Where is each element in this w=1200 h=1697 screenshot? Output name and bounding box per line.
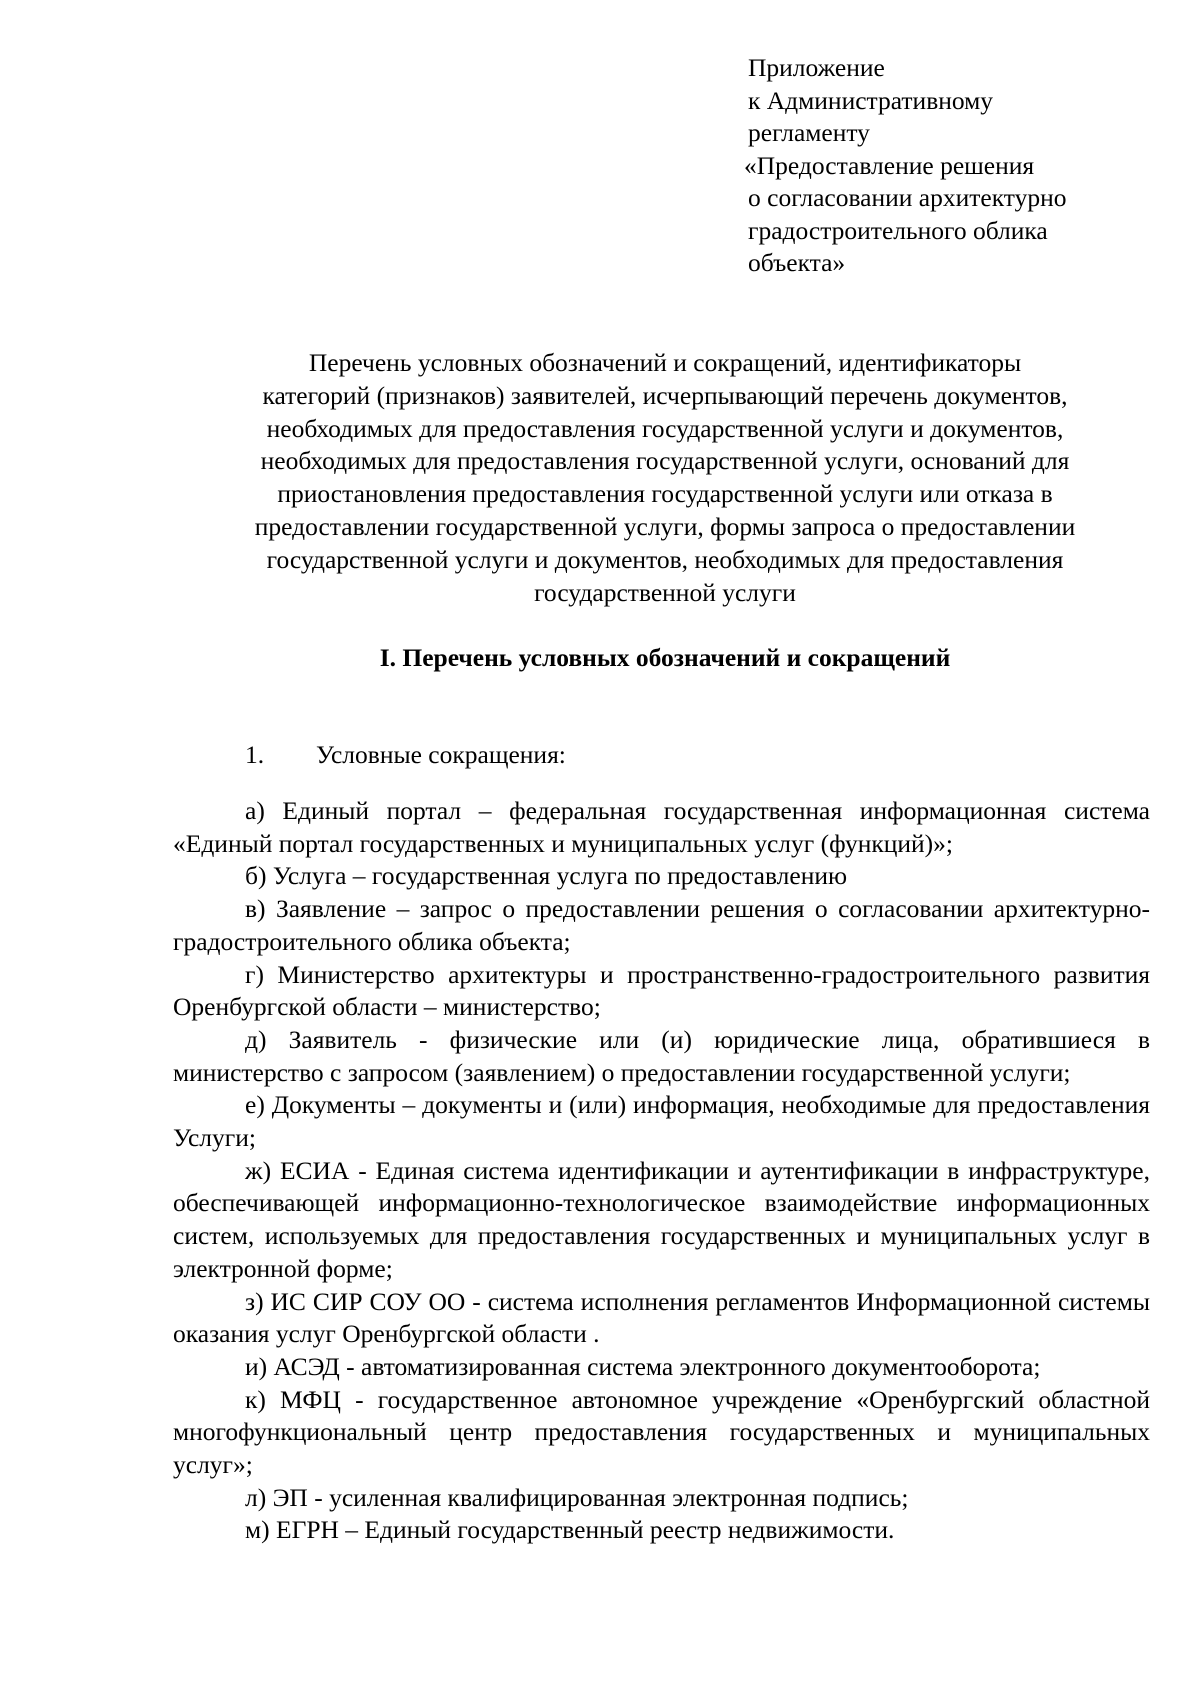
- abbreviation-list: [173, 795, 1150, 1547]
- appendix-header: [744, 52, 1168, 280]
- list-item: в) Заявление – запрос о предоставлении решения о согласовании архитектурно-градостроительного облика объекта;: [173, 894, 1150, 956]
- appendix-line: объекта»: [748, 248, 846, 277]
- list-item: и) АСЭД - автоматизированная система электронного документооборота;: [245, 1351, 1041, 1381]
- list-item: б) Услуга – государственная услуга по предоставлению: [245, 861, 848, 891]
- appendix-line: Приложение: [748, 53, 885, 82]
- title-line: государственной услуги: [534, 577, 796, 607]
- title-line: необходимых для предоставления государственной услуги и документов,: [266, 413, 1064, 443]
- list-item: а) Единый портал – федеральная государственная информационная система «Единый портал государственных и муниципальных услуг (функций)»;: [173, 796, 1150, 858]
- document-title: [200, 347, 1130, 609]
- appendix-line: градостроительного облика: [748, 215, 1048, 245]
- section-heading: I. Перечень условных обозначений и сокращений: [379, 643, 951, 672]
- appendix-line: о согласовании архитектурно: [748, 183, 1067, 212]
- list-item: д) Заявитель - физические или (и) юридические лица, обратившиеся в министерство с запросом (заявлением) о предоставлении государственной услуги;: [173, 1024, 1150, 1087]
- list-label: Условные сокращения:: [316, 740, 566, 769]
- appendix-line: регламенту: [748, 118, 870, 147]
- title-line: необходимых для предоставления государственной услуги, оснований для: [260, 446, 1070, 476]
- appendix-line: к Административному: [748, 85, 994, 115]
- list-number: 1.: [245, 740, 265, 769]
- appendix-line: «Предоставление решения: [744, 150, 1035, 180]
- title-line: категорий (признаков) заявителей, исчерпывающий перечень документов,: [262, 380, 1068, 410]
- title-line: Перечень условных обозначений и сокращений, идентификаторы: [308, 348, 1022, 377]
- list-item: е) Документы – документы и (или) информация, необходимые для предоставления Услуги;: [173, 1090, 1150, 1153]
- list-item: з) ИС СИР СОУ ОО - система исполнения регламентов Информационной системы оказания услуг Оренбургской области .: [173, 1286, 1150, 1349]
- list-item: г) Министерство архитектуры и пространственно-градостроительного развития Оренбургской области – министерство;: [173, 959, 1150, 1022]
- title-line: предоставлении государственной услуги, формы запроса о предоставлении: [254, 511, 1076, 541]
- list-item: к) МФЦ - государственное автономное учреждение «Оренбургский областной многофункциональный центр предоставления государственных и муниципальных услуг»;: [173, 1384, 1150, 1480]
- list-item: ж) ЕСИА - Единая система идентификации и аутентификации в инфраструктуре, обеспечивающей информационно-технологическое взаимодействие информационных систем, используемых для предоставления государственных и муниципальных услуг в электронной форме;: [173, 1155, 1150, 1283]
- title-line: государственной услуги и документов, необходимых для предоставления: [266, 544, 1064, 574]
- list-item: м) ЕГРН – Единый государственный реестр недвижимости.: [245, 1515, 895, 1545]
- title-line: приостановления предоставления государственной услуги или отказа в: [277, 479, 1053, 509]
- list-item: л) ЭП - усиленная квалифицированная электронная подпись;: [245, 1482, 909, 1512]
